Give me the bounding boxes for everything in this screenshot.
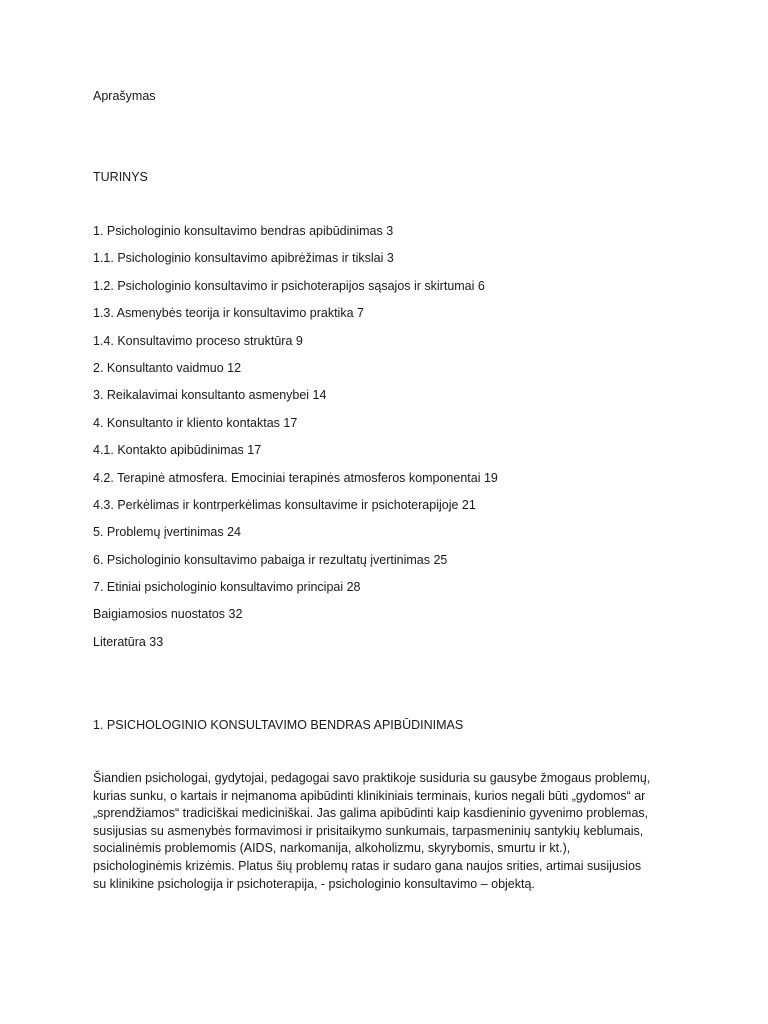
toc-item: 2. Konsultanto vaidmuo 12 [93, 360, 242, 375]
toc-item: 7. Etiniai psichologinio konsultavimo principai 28 [93, 580, 361, 595]
paragraph-line: socialinėmis problemomis (AIDS, narkomanija, alkoholizmu, skyrybomis, smurtu ir kt.), [93, 841, 571, 856]
toc-item: 1.4. Konsultavimo proceso struktūra 9 [93, 333, 303, 348]
toc-item: Literatūra 33 [93, 634, 164, 649]
toc-title: TURINYS [93, 170, 148, 184]
paragraph-line: susijusias su asmenybės formavimosi ir prisitaikymo sunkumais, tarpasmeninių santykių keblumais, [93, 823, 644, 838]
toc-item: Baigiamosios nuostatos 32 [93, 607, 243, 622]
toc-item: 1.1. Psichologinio konsultavimo apibrėžimas ir tikslai 3 [93, 251, 394, 266]
document-heading: Aprašymas [93, 89, 156, 103]
toc-item: 1.3. Asmenybės teorija ir konsultavimo praktika 7 [93, 306, 364, 321]
paragraph-line: su klinikine psichologija ir psichoterapija, - psichologinio konsultavimo – objektą. [93, 876, 535, 891]
toc-item: 5. Problemų įvertinimas 24 [93, 525, 241, 540]
section-title: 1. PSICHOLOGINIO KONSULTAVIMO BENDRAS APIBŪDINIMAS [93, 718, 464, 732]
paragraph-line: psichologinėmis krizėmis. Platus šių problemų ratas ir sudaro gana naujos srities, artimai susijusios [93, 858, 642, 873]
toc-item: 4. Konsultanto ir kliento kontaktas 17 [93, 415, 298, 430]
paragraph-line: kurias sunku, o kartais ir neįmanoma apibūdinti klinikiniais terminais, kurios negali būti „gydomos“ ar [93, 788, 646, 803]
toc-item: 4.3. Perkėlimas ir kontrperkėlimas konsultavime ir psichoterapijoje 21 [93, 497, 476, 512]
toc-item: 6. Psichologinio konsultavimo pabaiga ir rezultatų įvertinimas 25 [93, 552, 448, 567]
toc-item: 4.1. Kontakto apibūdinimas 17 [93, 443, 262, 458]
toc-item: 4.2. Terapinė atmosfera. Emociniai terapinės atmosferos komponentai 19 [93, 470, 498, 485]
table-of-contents [93, 224, 498, 662]
body-paragraph [93, 770, 673, 893]
toc-item: 1.2. Psichologinio konsultavimo ir psichoterapijos sąsajos ir skirtumai 6 [93, 278, 485, 293]
toc-item: 3. Reikalavimai konsultanto asmenybei 14 [93, 388, 327, 403]
paragraph-line: Šiandien psichologai, gydytojai, pedagogai savo praktikoje susiduria su gausybe žmogaus problemų, [93, 771, 651, 785]
toc-item: 1. Psichologinio konsultavimo bendras apibūdinimas 3 [93, 224, 394, 238]
paragraph-line: „sprendžiamos“ tradiciškai mediciniškai. Jas galima apibūdinti kaip kasdieninio gyvenimo problemas, [93, 806, 649, 821]
